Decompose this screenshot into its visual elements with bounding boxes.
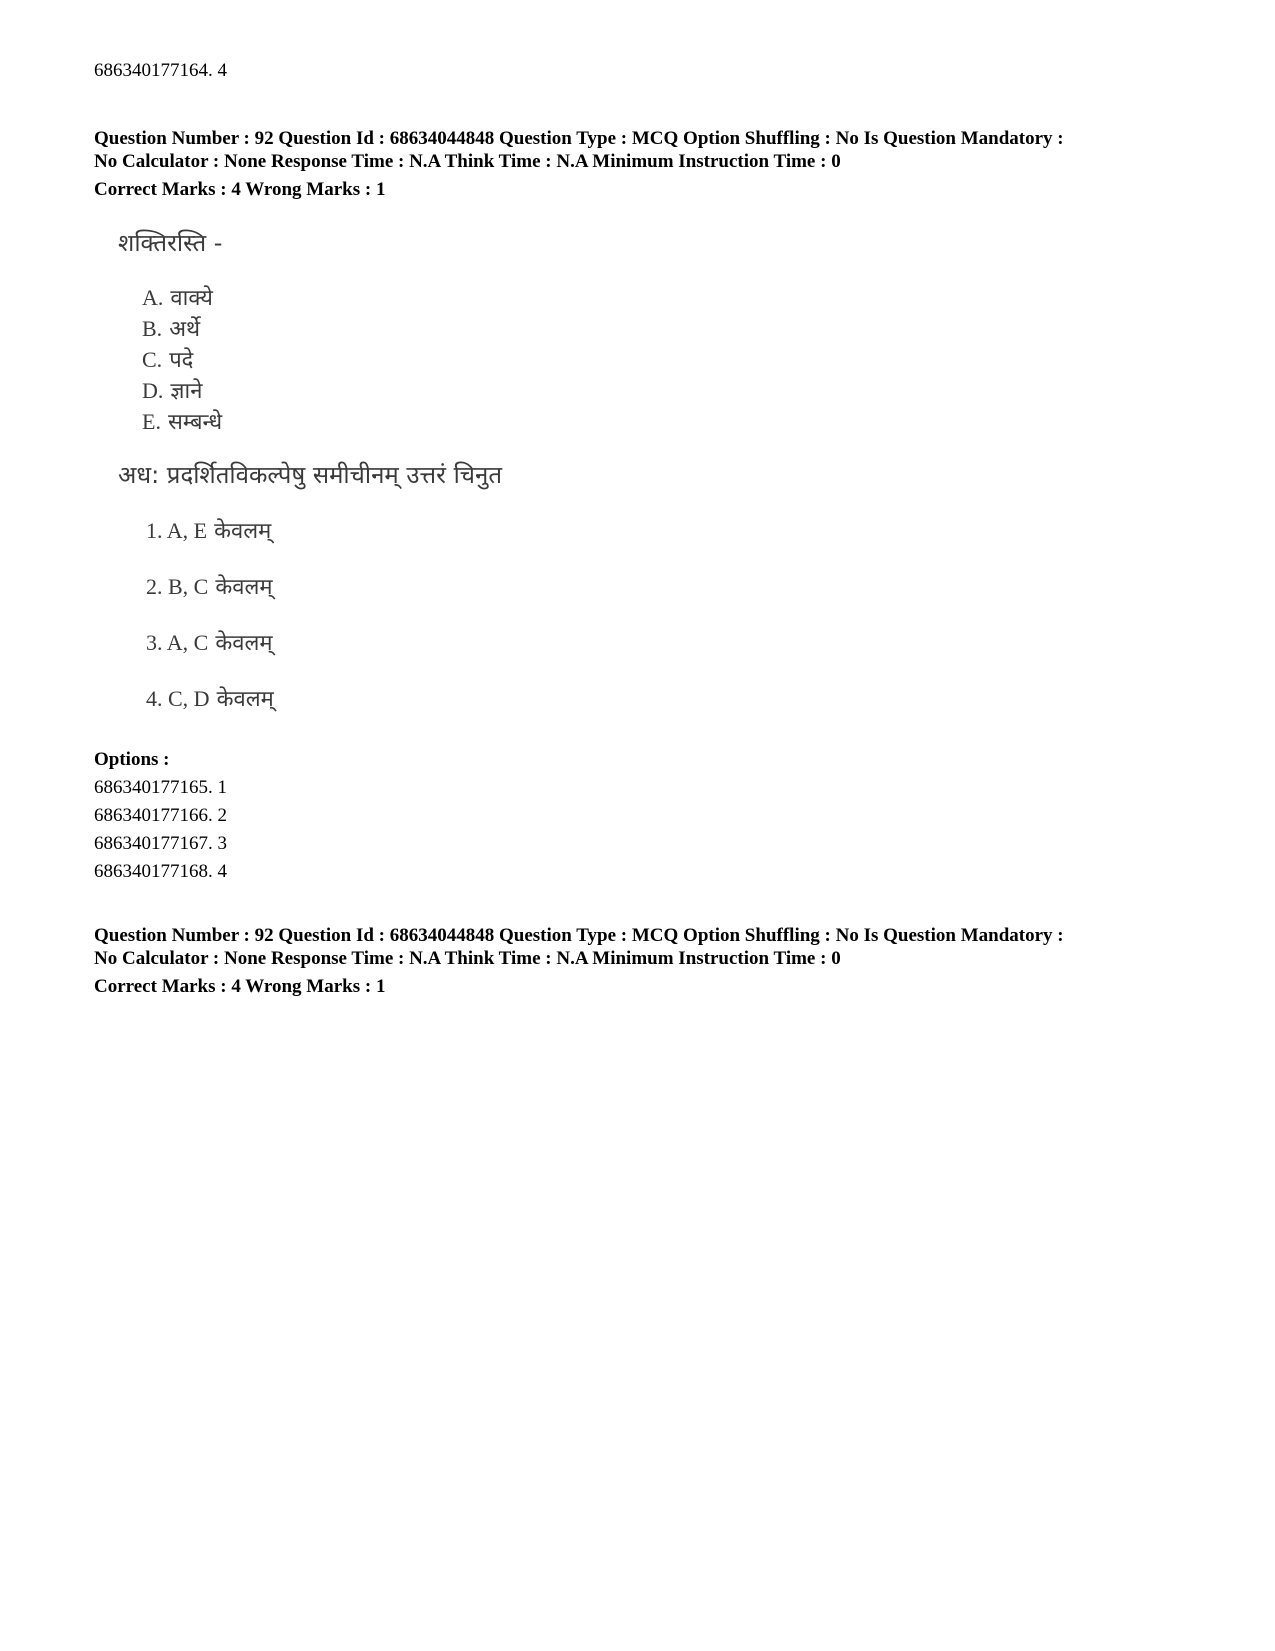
statement-letter: C.	[142, 347, 163, 372]
question-stem: शक्तिरस्ति -	[118, 229, 223, 257]
statement-letter: B.	[142, 316, 163, 341]
statement-item	[142, 344, 193, 374]
option-item: 686340177165. 1	[94, 777, 227, 798]
options-label: Options :	[94, 749, 170, 770]
question-header-line1: Question Number : 92 Question Id : 68634044848 Question Type : MCQ Option Shuffling : No Is Question Mandatory :	[94, 128, 1064, 149]
answer-choice-label: 4. C, D	[146, 686, 210, 711]
option-item: 686340177166. 2	[94, 805, 227, 826]
statement-letter: E.	[142, 409, 161, 434]
statement-text: सम्बन्धे	[167, 410, 223, 435]
answer-choice	[146, 683, 274, 713]
statement-text: अर्थे	[169, 317, 201, 342]
option-item: 686340177167. 3	[94, 833, 227, 854]
option-item: 686340177168. 4	[94, 861, 227, 882]
answer-choice-label: 3. A, C	[146, 630, 209, 655]
answer-choice	[146, 515, 271, 545]
statement-item	[142, 406, 222, 436]
answer-choice-label: 1. A, E	[146, 518, 208, 543]
statement-letter: D.	[142, 378, 164, 403]
statement-text: वाक्ये	[170, 286, 213, 311]
answer-choice-text: केवलम्	[216, 687, 274, 712]
question-header-line2: No Calculator : None Response Time : N.A Think Time : N.A Minimum Instruction Time : 0	[94, 151, 841, 172]
answer-choice-text: केवलम्	[215, 575, 273, 600]
statement-item	[142, 375, 202, 405]
answer-choice	[146, 571, 273, 601]
next-question-header-line1: Question Number : 92 Question Id : 68634044848 Question Type : MCQ Option Shuffling : No Is Question Mandatory :	[94, 925, 1064, 946]
statement-item	[142, 313, 200, 343]
statement-letter: A.	[142, 285, 164, 310]
statement-text: ज्ञाने	[170, 379, 203, 404]
question-instruction: अध: प्रदर्शितविकल्पेषु समीचीनम् उत्तरं चिनुत	[118, 461, 503, 489]
next-question-header-line2: No Calculator : None Response Time : N.A Think Time : N.A Minimum Instruction Time : 0	[94, 948, 841, 969]
answer-choice-text: केवलम्	[215, 631, 273, 656]
next-question-marks: Correct Marks : 4 Wrong Marks : 1	[94, 976, 386, 997]
answer-choice-text: केवलम्	[214, 519, 272, 544]
previous-option: 686340177164. 4	[94, 60, 227, 81]
statement-text: पदे	[169, 348, 194, 373]
answer-choice-label: 2. B, C	[146, 574, 209, 599]
question-marks: Correct Marks : 4 Wrong Marks : 1	[94, 179, 386, 200]
statement-item	[142, 282, 213, 312]
answer-choice	[146, 627, 273, 657]
